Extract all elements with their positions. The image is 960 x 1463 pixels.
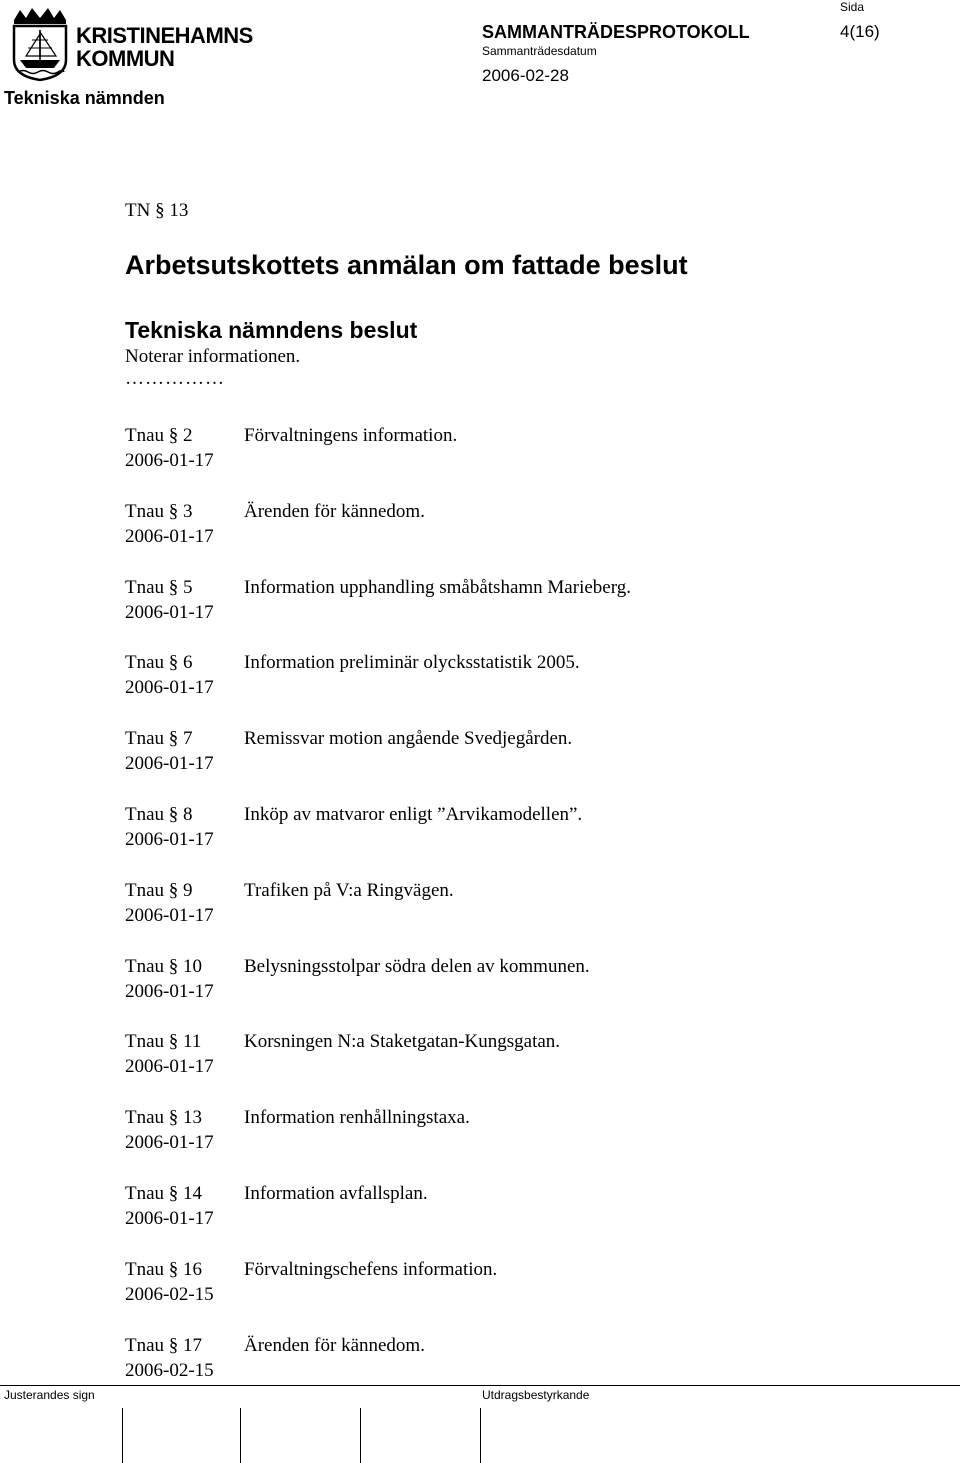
item-date: 2006-02-15: [125, 1283, 214, 1305]
item-reference: Tnau § 13: [125, 1107, 203, 1129]
signature-box-divider: [480, 1408, 481, 1463]
item-date: 2006-01-17: [125, 601, 214, 623]
committee-name: Tekniska nämnden: [4, 88, 165, 108]
municipality-logo-text: [76, 24, 253, 70]
list-item: [125, 802, 925, 878]
item-date: 2006-01-17: [125, 450, 214, 471]
item-description: Remissvar motion angående Svedjegården.: [244, 728, 573, 750]
item-description: Information avfallsplan.: [244, 1182, 428, 1204]
item-reference: Tnau § 6: [125, 652, 193, 674]
item-description: Förvaltningens information.: [244, 425, 458, 446]
signature-label: Justerandes sign: [4, 1388, 95, 1402]
item-description: Förvaltningschefens information.: [244, 1258, 498, 1280]
item-description: Information renhållningstaxa.: [244, 1107, 470, 1129]
item-date: 2006-01-17: [125, 980, 214, 1002]
item-reference: Tnau § 5: [125, 576, 193, 598]
ship-crest-icon: [10, 6, 70, 82]
item-description: Ärenden för kännedom.: [244, 1334, 425, 1356]
item-description: Korsningen N:a Staketgatan-Kungsgatan.: [244, 1031, 561, 1053]
list-item: [125, 575, 925, 651]
list-item: [125, 423, 925, 499]
item-date: 2006-01-17: [125, 1207, 214, 1229]
list-item: [125, 499, 925, 575]
meeting-date-label: Sammanträdesdatum: [482, 44, 597, 58]
item-description: Information upphandling småbåtshamn Marieberg.: [244, 576, 631, 598]
signature-box-divider: [240, 1408, 241, 1463]
item-date: 2006-01-17: [125, 1132, 214, 1154]
item-reference: Tnau § 10: [125, 955, 203, 977]
document-type: SAMMANTRÄDESPROTOKOLL: [482, 22, 750, 42]
footer-divider-line: [0, 1385, 960, 1386]
item-date: 2006-02-15: [125, 1359, 214, 1381]
meeting-date-value: 2006-02-28: [482, 66, 569, 85]
decision-text: Noterar informationen.: [125, 346, 301, 367]
certification-label: Utdragsbestyrkande: [482, 1388, 590, 1402]
item-description: Belysningsstolpar södra delen av kommunen.: [244, 955, 590, 977]
signature-box-divider: [360, 1408, 361, 1463]
item-description: Inköp av matvaror enligt ”Arvikamodellen”.: [244, 803, 583, 825]
item-reference: Tnau § 17: [125, 1334, 203, 1356]
page-number: 4(16): [840, 22, 880, 41]
list-item: [125, 726, 925, 802]
page-label: Sida: [840, 0, 865, 14]
list-item: [125, 1029, 925, 1105]
section-reference: TN § 13: [125, 200, 189, 221]
logo-line-1: KRISTINEHAMNS: [76, 23, 253, 48]
item-reference: Tnau § 8: [125, 803, 193, 825]
list-item: [125, 954, 925, 1030]
item-date: 2006-01-17: [125, 828, 214, 850]
item-reference: Tnau § 9: [125, 879, 193, 901]
item-reference: Tnau § 16: [125, 1258, 203, 1280]
signature-box-divider: [122, 1408, 123, 1463]
item-reference: Tnau § 7: [125, 728, 193, 750]
item-description: Ärenden för kännedom.: [244, 500, 425, 522]
document-title: Arbetsutskottets anmälan om fattade beslut: [125, 250, 688, 280]
list-item: [125, 1181, 925, 1257]
item-date: 2006-01-17: [125, 677, 214, 699]
logo-line-2: KOMMUN: [76, 46, 175, 71]
decision-heading: Tekniska nämndens beslut: [125, 317, 418, 343]
list-item: [125, 878, 925, 954]
list-item: [125, 650, 925, 726]
decision-list: [125, 423, 925, 1408]
item-date: 2006-01-17: [125, 753, 214, 775]
item-reference: Tnau § 14: [125, 1182, 203, 1204]
item-date: 2006-01-17: [125, 1056, 214, 1078]
item-date: 2006-01-17: [125, 904, 214, 926]
item-description: Information preliminär olycksstatistik 2005.: [244, 652, 580, 674]
item-description: Trafiken på V:a Ringvägen.: [244, 879, 454, 901]
separator-dots: ……………: [125, 368, 225, 389]
item-reference: Tnau § 2: [125, 425, 193, 446]
item-reference: Tnau § 3: [125, 500, 193, 522]
list-item: [125, 1105, 925, 1181]
item-reference: Tnau § 11: [125, 1031, 202, 1053]
item-date: 2006-01-17: [125, 525, 214, 547]
list-item: [125, 1257, 925, 1333]
